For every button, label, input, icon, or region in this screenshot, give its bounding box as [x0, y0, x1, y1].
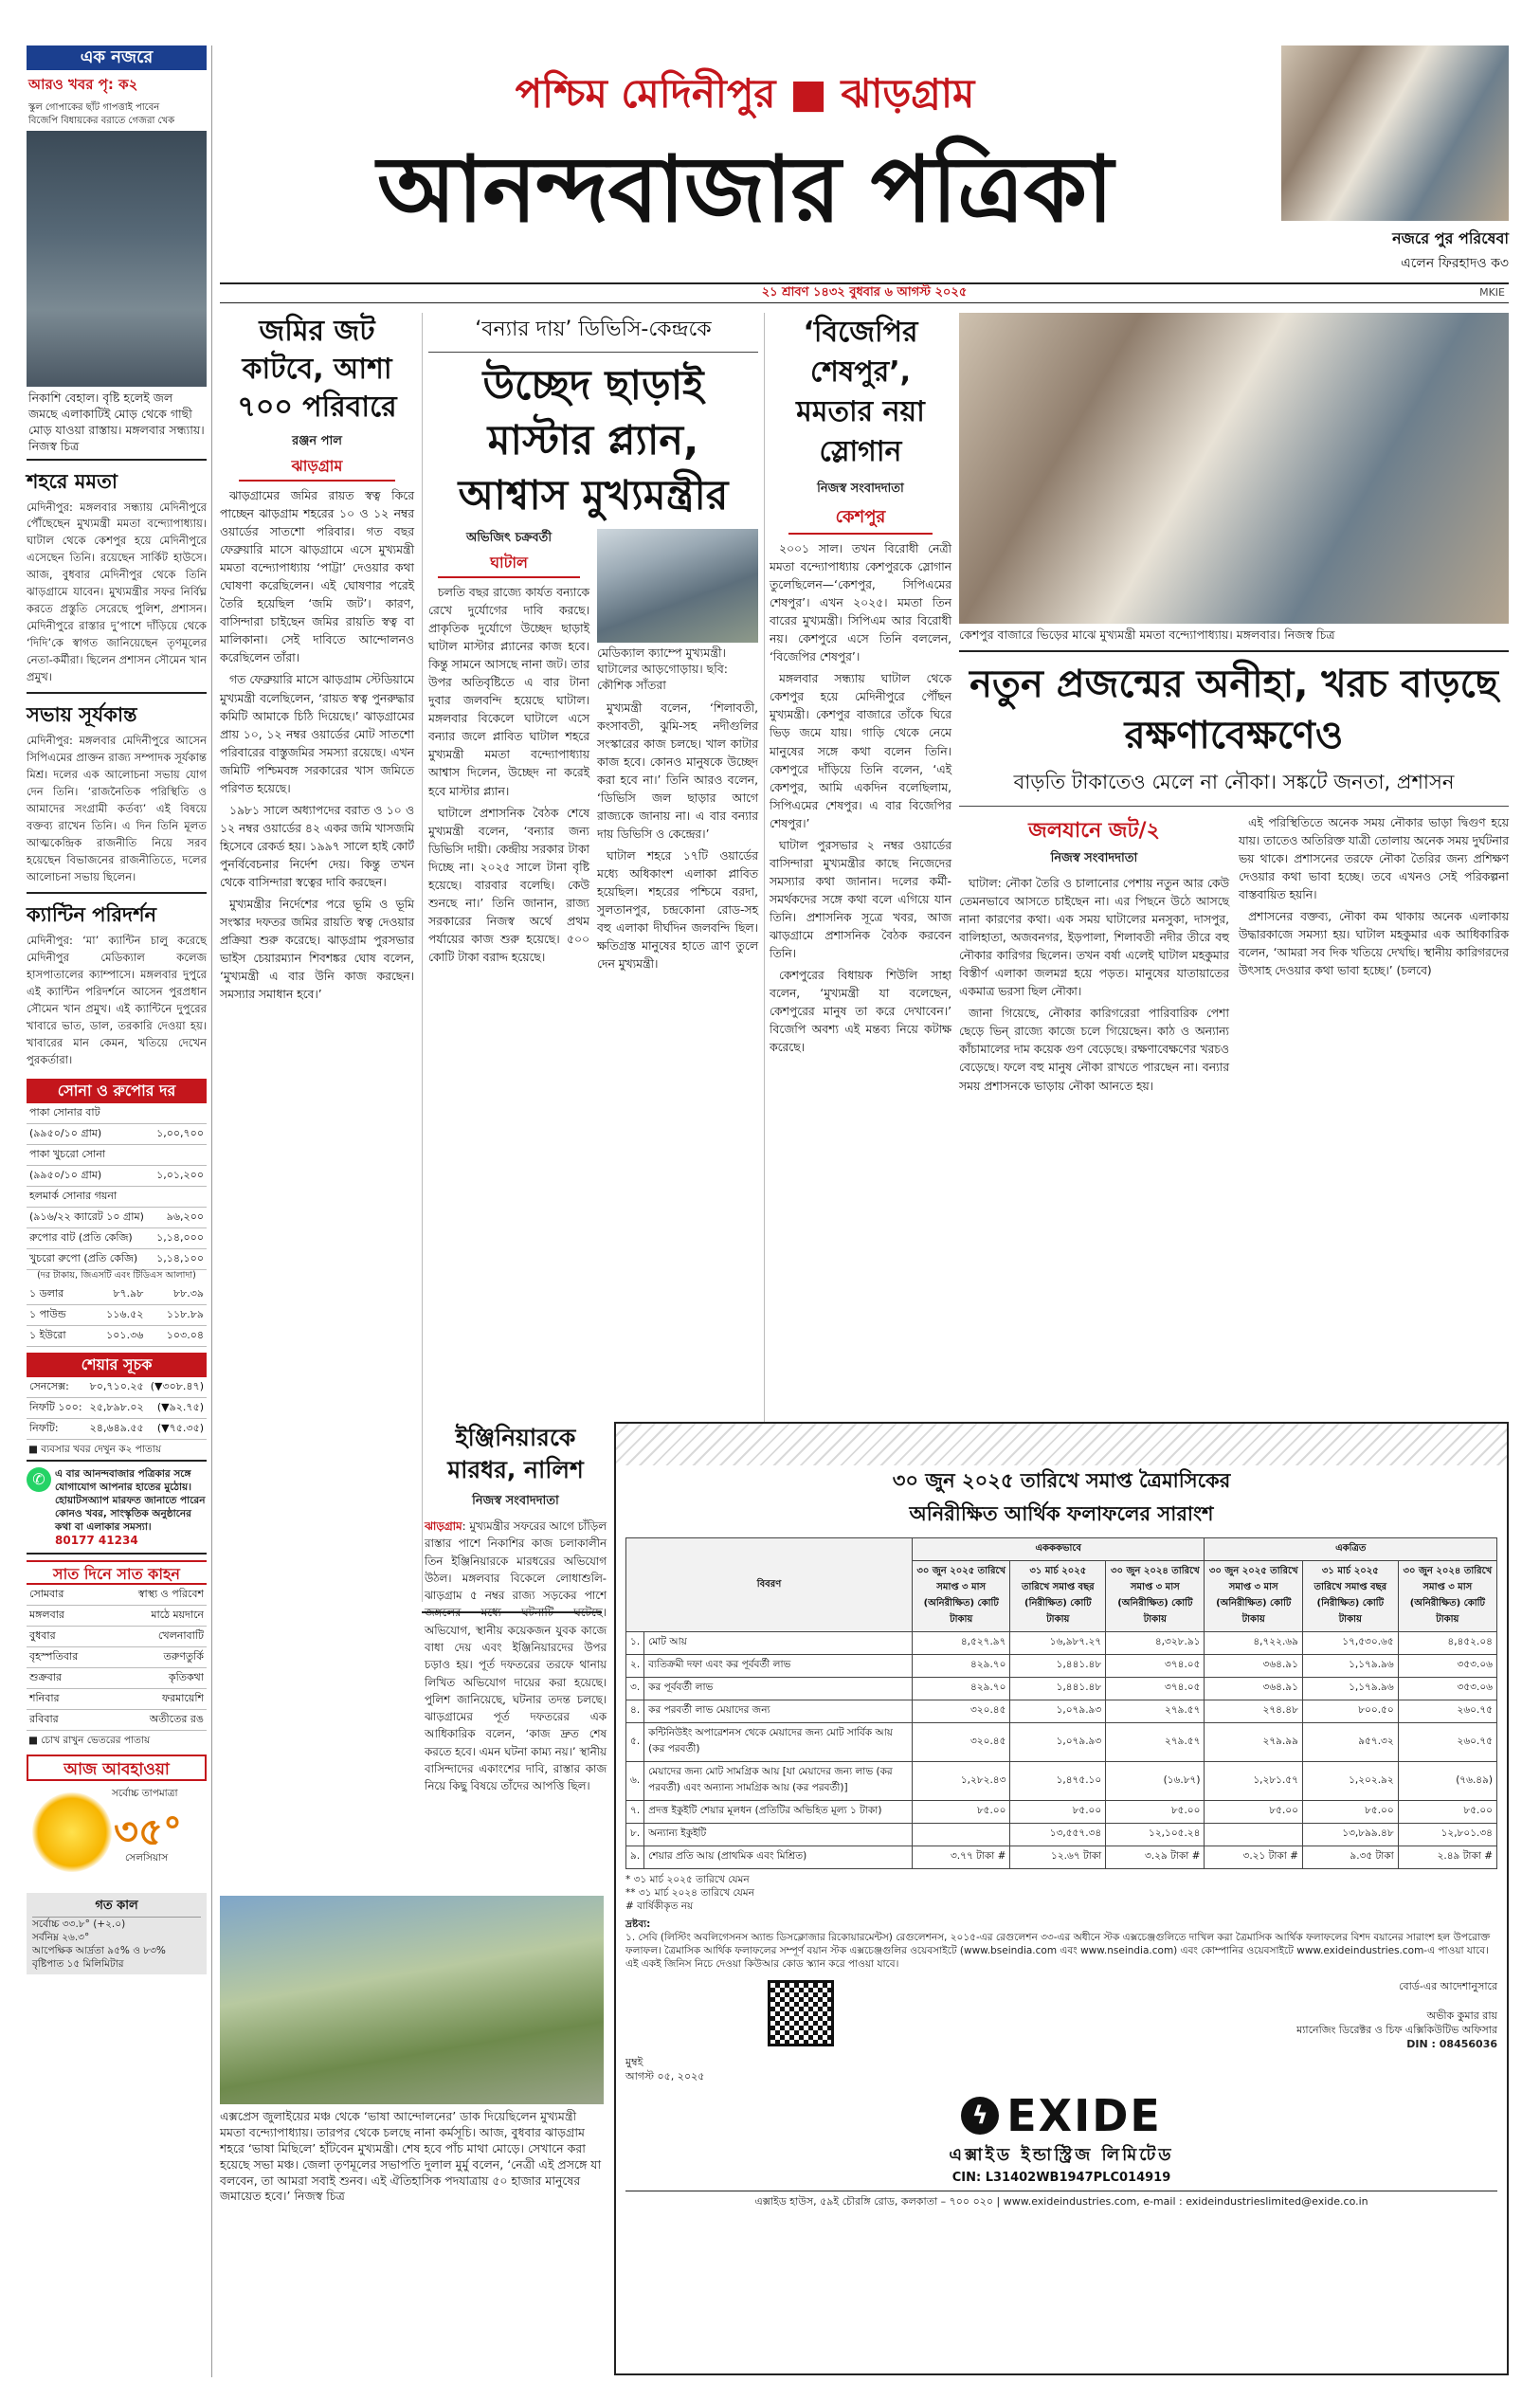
issue-date: ২১ শ্রাবণ ১৪৩২ বুধবার ৬ আগস্ট ২০২৫	[761, 285, 968, 300]
financial-value: ৭.	[626, 1801, 644, 1824]
newspaper-title: আনন্দবাজার পত্রিকা	[377, 136, 1113, 243]
ad-note-head: দ্রষ্টব্য:	[625, 1918, 651, 1930]
financial-value: (৭৬.৪৯)	[1398, 1762, 1496, 1801]
masthead	[220, 45, 1270, 292]
financial-item-label: ব্যতিক্রমী দফা এবং কর পূর্ববর্তী লাভ	[644, 1655, 913, 1678]
period-header: ৩১ মার্চ ২০২৫ তারিখে সমাপ্ত বছর (নিরীক্ষিত) কোটি টাকায়	[1010, 1561, 1106, 1632]
gold-price-row	[27, 1103, 207, 1124]
seven-days-row	[27, 1668, 207, 1689]
currency-row-cell: ৮৮.৩৯	[146, 1284, 207, 1305]
financial-value: ৩৭৪.০৫	[1106, 1678, 1205, 1700]
sidebar-bullet: বিজেপি বিধায়কের বরাতে গেজরা খেক	[28, 115, 175, 126]
yesterday-head: গত কাল	[32, 1897, 201, 1918]
gold-price-row-cell: ৯৬,২০০	[152, 1207, 207, 1227]
story-ghatal	[428, 313, 758, 1607]
gold-price-row-cell: পাকা সোনার বাট	[27, 1103, 152, 1124]
currency-row-cell: ১০৩.০৪	[146, 1326, 207, 1347]
gold-price-row-cell: খুচরো রুপো (প্রতি কেজি)	[27, 1248, 152, 1269]
share-index-row	[27, 1377, 207, 1398]
medical-camp-photo	[597, 529, 758, 643]
financial-value: ৪,৫২৭.৯৭	[912, 1632, 1009, 1655]
share-index-row-cell: (▼৯২.৭৫)	[147, 1398, 207, 1419]
financial-value: ২৭৯.৫৭	[1106, 1700, 1205, 1723]
gold-price-row	[27, 1144, 207, 1165]
col-divider	[422, 313, 423, 1602]
ad-signatory: অভীক কুমার রায়	[1426, 2009, 1497, 2023]
canteen-brief-text: মেদিনীপুর: ‘মা’ ক্যান্টিন চালু করেছে মেদিনীপুর মেডিক্যাল কলেজ হাসপাতালের ক্যাম্পাসে। মঙ্গলবার দুপুরে এই ক্যান্টিন পরিদর্শনে আসেন পুরপ্রধান সৌমেন খান প্রমুখ। এই ক্যান্টিনে দুপুরের খাবারে ভাত, ডাল, তরকারি দেওয়া হয়। খাবারের মান কেমন, খতিয়ে দেখেন পুরকর্তারা।	[27, 933, 207, 1066]
story-boats-byline: নিজস্ব সংবাদদাতা	[1050, 851, 1138, 865]
col-item-header: বিবরণ	[626, 1538, 913, 1632]
share-index-row-cell: ২৪,৬৪৯.৫৫	[86, 1419, 147, 1440]
financial-value	[912, 1824, 1009, 1846]
financial-value: ১,১৭৯.৯৬	[1302, 1678, 1398, 1700]
gold-price-row-cell: হলমার্ক সোনার গয়না	[27, 1186, 152, 1207]
sidebar	[27, 45, 207, 2377]
share-index-header: শেয়ার সূচক	[27, 1353, 207, 1377]
currency-row	[27, 1305, 207, 1326]
financial-item-label: প্রদত্ত ইকুইটি শেয়ার মূলধন (প্রতিটির অভিহিত মূল্য ১ টাকা)	[644, 1801, 913, 1824]
seven-days-row-cell: কৃতিকথা	[104, 1668, 207, 1689]
seven-days-row-cell: স্বাস্থ্য ও পরিবেশ	[104, 1585, 207, 1606]
financial-row	[626, 1655, 1497, 1678]
story-ghatal-headline: উচ্ছেদ ছাড়াই মাস্টার প্ল্যান, আশ্বাস মুখ্যমন্ত্রীর	[458, 362, 729, 519]
story-land-body: ঝাড়গ্রামের জমির রায়ত স্বত্ব কিরে পাচ্ছেন ঝাড়গ্রাম শহরের ১০ ও ১২ নম্বর ওয়ার্ডের সাতশো পরিবার। গত বছর ফেব্রুয়ারি মাসে ঝাড়গ্রামে এসে মুখ্যমন্ত্রী মমতা বন্দ্যোপাধ্যায় ‘পাট্টা’ দেওয়ার কথা ঘোষণা করেছিলেন। এই ঘোষণার পরেই তৈরি হয়েছিল ‘জমি জট’। কারণ, বাসিন্দারা চাইছেন জমির রায়তি স্বত্ব বা মালিকানা। সেই দাবিতে আন্দোলনও করেছিলেন তাঁরা। গত ফেব্রুয়ারি মাসে ঝাড়গ্রাম স্টেডিয়ামে মুখ্যমন্ত্রী বলেছিলেন, ‘রায়ত স্বত্ব পুনরুদ্ধার কমিটি আমাকে চিঠি দিয়েছে।’ ঝাড়গ্রামের প্রায় ১০, ১২ নম্বর ওয়ার্ডের মোট সাতশো পরিবারের বাস্তুজমির সমস্যা রয়েছে। এখন জমিটি পশ্চিমবঙ্গ সরকারের খাস জমিতে পরিণত হয়েছে। ১৯৮১ সালে অধ্যাপদের বরাত ও ১০ ও ১২ নম্বর ওয়ার্ডের ৪২ একর জমি খাসজমি হিসেবে রেকর্ড হয়। ১৯৯৭ সালে হাই কোর্ট পুনর্বিবেচনার নির্দেশ দেয়। কিন্তু তখন থেকে বাসিন্দারা স্বত্বের দাবি করছেন। মুখ্যমন্ত্রীর নির্দেশের পরে ভূমি ও ভূমি সংস্কার দফতর জমির রায়তি স্বত্ব দেওয়ার প্রক্রিয়া শুরু করেছে। ঝাড়গ্রাম পুরসভার ভাইস চেয়ারম্যান শিবশঙ্কর ঘোষ বলেন, ‘মুখ্যমন্ত্রী এ বার উনি কাজ করছেন। সমস্যার সমাধান হবে।’	[220, 489, 414, 1002]
financial-row	[626, 1723, 1497, 1762]
whatsapp-box	[27, 1462, 207, 1555]
mamata-brief-text: মেদিনীপুর: মঙ্গলবার সন্ধ্যায় মেদিনীপুরে পৌঁছেছেন মুখ্যমন্ত্রী মমতা বন্দ্যোপাধ্যায়। ঘাটাল থেকে কেশপুর হয়ে মেদিনীপুরে এসেছেন তিনি। রয়েছেন সার্কিট হাউসে। আজ, বুধবার মেদিনীপুর থেকে তিনি ঝাড়গ্রামে যাবেন। মুখ্যমন্ত্রীর সফর নির্বিঘ্ন করতে প্রস্তুতি সেরেছে পুলিশ, প্রশাসন। মেদিনীপুরে রাস্তার দু’পাশে দাঁড়িয়ে থেকে ‘দিদি’কে স্বাগত জানিয়েছেন তৃণমূলের নেতা-কর্মীরা। ছিলেন প্রশাসন সৌমেন খান প্রমুখ।	[27, 500, 207, 695]
gold-price-row-cell	[152, 1103, 207, 1124]
teaser-photo	[1281, 45, 1509, 221]
yesterday-row: বৃষ্টিপাত ১৫ মিলিমিটার	[32, 1958, 124, 1971]
share-index-row-cell: ২৫,৮৯৮.০২	[86, 1398, 147, 1419]
seven-days-row-cell: খেলনাবাটি	[104, 1627, 207, 1647]
financial-value: ৮৫.০০	[1398, 1801, 1496, 1824]
financial-value: ৩২০.৪৫	[912, 1723, 1009, 1762]
financial-item-label: মেয়াদের জন্য মোট সামগ্রিক আয় [যা মেয়াদের জন্য লাভ (কর পরবর্তী) এবং অন্যান্য সামগ্রিক আয় (কর পরবর্তী)]	[644, 1762, 913, 1801]
financial-value: ৩.৭৭ টাকা #	[912, 1846, 1009, 1869]
exide-logo	[961, 2090, 1162, 2141]
story-keshpur-body: ২০০১ সাল। তখন বিরোধী নেত্রী মমতা বন্দ্যোপাধ্যায় কেশপুরকে স্লোগান তুলেছিলেন—‘কেশপুর, সিপিএমের শেষপুর’। এখন ২০২৫। মমতা তিন বারের মুখ্যমন্ত্রী। সিপিএম আর বিরোধী নয়। কেশপুরে এসে তিনি বললেন, ‘বিজেপির শেষপুর’। মঙ্গলবার সন্ধ্যায় ঘাটাল থেকে কেশপুর হয়ে মেদিনীপুরে পৌঁছন মুখ্যমন্ত্রী। কেশপুর বাজারে তাঁকে ঘিরে ভিড় জমে যায়। গাড়ি থেকে নেমে মানুষের সঙ্গে কথা বলেন তিনি। কেশপুরে দাঁড়িয়ে তিনি বলেন, ‘এই কেশপুর, আমি একদিন বলেছিলাম, সিপিএমের শেষপুর। এ বার বিজেপির শেষপুর।’ ঘাটাল পুরসভার ২ নম্বর ওয়ার্ডের বাসিন্দারা মুখ্যমন্ত্রীর কাছে নিজেদের সমস্যার কথা জানান। দলের কর্মী-সমর্থকদের সঙ্গে কথা বলে এগিয়ে যান তিনি। প্রশাসনিক সূত্রে খবর, আজ ঝাড়গ্রামে প্রশাসনিক বৈঠক করবেন তিনি। কেশপুরের বিধায়ক শিউলি সাহা বলেন, ‘মুখ্যমন্ত্রী যা বলেছেন, কেশপুরের মানুষ তা করে দেখাবেন।’ বিজেপি অবশ্য এই মন্তব্য নিয়ে কটাক্ষ করেছে।	[770, 542, 951, 1055]
period-header: ৩১ মার্চ ২০২৫ তারিখে সমাপ্ত বছর (নিরীক্ষিত) কোটি টাকায়	[1302, 1561, 1398, 1632]
financial-value: ৫.	[626, 1723, 644, 1762]
ad-board: বোর্ড-এর আদেশানুসারে	[1399, 1980, 1497, 1993]
story-land-byline: রঞ্জন পাল	[292, 434, 342, 448]
share-index-row	[27, 1419, 207, 1440]
col-divider	[764, 313, 765, 1602]
whatsapp-text: এ বার আনন্দবাজার পত্রিকার সঙ্গে যোগাযোগ আপনার হাতের মুঠোয়। হোয়াটসঅ্যাপ মারফত জানাতে পারেন কোনও খবর, সাংস্কৃতিক অনুষ্ঠানের কথা বা এলাকার সমস্যা।	[55, 1467, 206, 1534]
story-ghatal-kicker: ‘বন্যার দায়’ ডিভিসি-কেন্দ্রকে	[428, 313, 758, 353]
exide-bolt-icon: ϟ	[961, 2097, 999, 2135]
gold-price-row	[27, 1186, 207, 1207]
gold-price-row-cell	[152, 1144, 207, 1165]
financial-value: ৩.	[626, 1678, 644, 1700]
financial-value: ১,৪৭৫.১০	[1010, 1762, 1106, 1801]
exide-brand: EXIDE	[1006, 2089, 1162, 2141]
flood-photo-caption: নিকাশি বেহাল। বৃষ্টি হলেই জল জমছে এলাকাটিই মোড় থেকে গাছী মোড় যাওয়া রাস্তায়। মঙ্গলবার সন্ধ্যায়। নিজস্ব চিত্র	[27, 387, 207, 461]
ad-note-line: ** ৩১ মার্চ ২০২৪ তারিখে যেমন	[625, 1887, 754, 1900]
ad-note-line: * ৩১ মার্চ ২০২৫ তারিখে যেমন	[625, 1874, 750, 1885]
financial-value: ১২,১০৫.২৪	[1106, 1824, 1205, 1846]
ad-designation: ম্যানেজিং ডিরেক্টর ও চিফ এক্সিকিউটিভ অফিসার	[1296, 2023, 1497, 2036]
ad-title-1: ৩০ জুন ২০২৫ তারিখে সমাপ্ত ত্রৈমাসিকের	[892, 1469, 1231, 1492]
financial-item-label: কর পরবর্তী লাভ মেয়াদের জন্য	[644, 1700, 913, 1723]
seven-days-row	[27, 1647, 207, 1668]
yesterday-box	[27, 1893, 207, 1975]
seven-days-row	[27, 1689, 207, 1710]
gold-price-row-cell: ১,১৪,০০০	[152, 1227, 207, 1248]
gold-price-row-cell: (৯৯৫০/১০ গ্রাম)	[27, 1165, 152, 1186]
seven-days-header: সাত দিনে সাত কাহন	[27, 1560, 207, 1585]
financial-value: ১,১৭৯.৯৬	[1302, 1655, 1398, 1678]
exide-footer[interactable]: এক্সাইড হাউস, ৫৯ই চৌরঙ্গি রোড, কলকাতা – ৭০০ ০২০ | www.exideindustries.com, e-mail : exideindustrieslimited@exide.co.in	[625, 2191, 1497, 2209]
teaser-sub: এলেন ফিরহাদও ক৩	[1401, 256, 1509, 271]
sabha-brief-head: সভায় সূর্যকান্ত	[27, 703, 137, 727]
gold-price-row-cell: ১,০১,২০০	[152, 1165, 207, 1186]
seven-days-row	[27, 1710, 207, 1731]
share-index-row-cell: (▼৭৫.৩৫)	[147, 1419, 207, 1440]
story-ghatal-body-a: চলতি বছর রাজ্যে কার্যত বন্যাকে রেখে দুর্যোগের দাবি করছে। প্রাকৃতিক দুর্যোগে উচ্ছেদ ছাড়াই ঘাটাল মাস্টার প্ল্যানের কাজ হবে। কিন্তু সামনে আসছে নানা জট। তার উপর অতিবৃষ্টিতে এ বার টানা দুবার জলবন্দি হয়েছে ঘাটাল। মঙ্গলবার বিকেলে ঘাটালে এসে বন্যার জলে প্লাবিত ঘাটাল শহরে মুখ্যমন্ত্রী মমতা বন্দ্যোপাধ্যায় আশ্বাস দিলেন, উচ্ছেদ না করেই হবে মাস্টার প্ল্যান। ঘাটালে প্রশাসনিক বৈঠক শেষে মুখ্যমন্ত্রী বলেন, ‘বন্যার জন্য ডিভিসি দায়ী। কেন্দ্রীয় সরকার টাকা দিচ্ছে না। ২০২৫ সালে টানা বৃষ্টি হয়েছে। বারবার বলেছি। কেউ শুনছে না।’ তিনি জানান, রাজ্য সরকারের নিজস্ব অর্থে প্রথম পর্যায়ের কাজ শুরু হয়েছে। ৫০০ কোটি টাকা বরাদ্দ হয়েছে।	[428, 586, 589, 964]
financial-value: ৮৫.০০	[912, 1801, 1009, 1824]
financial-value: ১,২০২.৯২	[1302, 1762, 1398, 1801]
story-ghatal-body-b: মুখ্যমন্ত্রী বলেন, ‘শিলাবতী, কংসাবতী, ঝুমি-সহ নদীগুলির সংস্কারের কাজ চলছে। খাল কাটার কাজ হবে। কোনও মানুষকে উচ্ছেদ করা হবে না।’ তিনি আরও বলেন, ‘ডিভিসি জল ছাড়ার আগে রাজ্যকে জানায় না। এ বার বন্যার দায় ডিভিসি ও কেন্দ্রের।’ ঘাটাল শহরে ১৭টি ওয়ার্ডের মধ্যে অধিকাংশ এলাকা প্লাবিত হয়েছিল। শহরের পশ্চিমে বরদা, সুলতানপুর, চন্দ্রকোনা রোড-সহ বহু এলাকা দীর্ঘদিন জলবন্দি ছিল। ক্ষতিগ্রস্ত মানুষের হাতে ত্রাণ তুলে দেন মুখ্যমন্ত্রী।	[597, 700, 758, 972]
ek-najare-header: এক নজরে	[27, 45, 207, 70]
mamata-brief-head: শহরে মমতা	[27, 469, 118, 493]
edition-name: পশ্চিম মেদিনীপুর ■ ঝাড়গ্রাম	[515, 70, 975, 117]
gold-price-row-cell: (৯১৬/২২ ক্যারেট ১০ গ্রাম)	[27, 1207, 152, 1227]
gold-price-header: সোনা ও রুপোর দর	[27, 1079, 207, 1103]
weather-header: আজ আবহাওয়া	[27, 1755, 207, 1781]
financial-item-label: মোট আয়	[644, 1632, 913, 1655]
story-boats-kicker: জলযানে জট/২	[1028, 819, 1160, 843]
whatsapp-number[interactable]: 80177 41234	[55, 1534, 138, 1548]
share-index-row-cell: ৮০,৭১০.২৫	[86, 1377, 147, 1398]
currency-row-cell: ১ ইউরো	[27, 1326, 86, 1347]
financial-value: ৩৭৪.০৫	[1106, 1655, 1205, 1678]
weather-box	[27, 1781, 207, 1893]
financial-value: ৩৬৪.৯১	[1205, 1655, 1302, 1678]
ad-note-line: # বার্ষিকীকৃত নয়	[625, 1900, 694, 1913]
financial-value: ১৩,৮৯৯.৪৮	[1302, 1824, 1398, 1846]
currency-row	[27, 1326, 207, 1347]
financial-value: ৩.২৯ টাকা #	[1106, 1846, 1205, 1869]
financial-value: ৯.৩৫ টাকা	[1302, 1846, 1398, 1869]
financial-value: ২৬০.৭৫	[1398, 1700, 1496, 1723]
financial-results-table	[625, 1537, 1497, 1869]
financial-value: ২৭৯.৯৯	[1205, 1723, 1302, 1762]
financial-item-label: কন্টিনিউইং অপারেশনস থেকে মেয়াদের জন্য মোট সার্বিক আয় (কর পরবর্তী)	[644, 1723, 913, 1762]
financial-row	[626, 1632, 1497, 1655]
financial-value: ১,২৮২.৪৩	[912, 1762, 1009, 1801]
financial-value: ১৩,৫৫৭.৩৪	[1010, 1824, 1106, 1846]
share-index-table	[27, 1377, 207, 1440]
canteen-brief-head: ক্যান্টিন পরিদর্শন	[27, 902, 157, 926]
financial-value: ৯.	[626, 1846, 644, 1869]
financial-value: ৮৫.০০	[1205, 1801, 1302, 1824]
financial-value: ১২,৮০১.৩৪	[1398, 1824, 1496, 1846]
financial-item-label: শেয়ার প্রতি আয় (প্রাথমিক এবং মিশ্রিত)	[644, 1846, 913, 1869]
seven-days-note: ■ চোখ রাখুন ভেতরের পাতায়	[28, 1735, 151, 1747]
financial-value: ৪,৩২৮.৯১	[1106, 1632, 1205, 1655]
gold-price-row-cell	[152, 1186, 207, 1207]
financial-value: ১.	[626, 1632, 644, 1655]
share-index-row-cell: নিফ‌টি ১০০:	[27, 1398, 86, 1419]
share-index-row-cell: সেনসেক্স:	[27, 1377, 86, 1398]
gold-price-row-cell: রুপোর বাট (প্রতি কেজি)	[27, 1227, 152, 1248]
yesterday-row: আপেক্ষিক আর্দ্রতা ৯৫% ও ৮৩%	[32, 1944, 166, 1956]
share-note[interactable]: ■ ব্যবসার খবর দেখুন ক২ পাতায়	[27, 1440, 207, 1461]
teaser-caption: নজরে পুর পরিষেবা	[1392, 229, 1509, 247]
financial-value: ২.৪৯ টাকা #	[1398, 1846, 1496, 1869]
exide-company: এক্সাইড ইন্ডাস্ট্রিজ লিমিটেড	[949, 2144, 1174, 2165]
story-ghatal-byline: অভিজিৎ চক্রবর্তী	[465, 531, 553, 545]
weather-label: সর্বোচ্চ তাপমাত্রা	[112, 1787, 178, 1799]
financial-value: ২.	[626, 1655, 644, 1678]
story-engineer-byline: নিজস্ব সংবাদদাতা	[472, 1494, 559, 1508]
period-header: ৩০ জুন ২০২৫ তারিখে সমাপ্ত ৩ মাস (অনিরীক্ষিত) কোটি টাকায়	[1205, 1561, 1302, 1632]
seven-days-table	[27, 1585, 207, 1731]
keshpur-rally-caption: কেশপুর বাজারে ভিড়ের মাঝে মুখ্যমন্ত্রী মমতা বন্দ্যোপাধ্যায়। মঙ্গলবার। নিজস্ব চিত্র	[959, 627, 1335, 642]
financial-value: ৪,৪৫২.০৪	[1398, 1632, 1496, 1655]
seven-days-row-cell: শুক্রবার	[27, 1668, 104, 1689]
currency-row-cell: ১১৬.৫২	[86, 1305, 147, 1326]
more-news-link[interactable]: আরও খবর পৃ: ক২	[28, 76, 138, 93]
seven-days-row-cell: রবিবার	[27, 1710, 104, 1731]
sidebar-bullet: স্কুল গোপাকের ছাঁট গাপত্তাই পাবেন	[28, 102, 160, 113]
financial-item-label: অন্যান্য ইকুইটি	[644, 1824, 913, 1846]
gold-price-note: (দর টাকায়, জিএসটি এবং টিডিএস আলাদা)	[37, 1269, 196, 1281]
gold-price-row	[27, 1227, 207, 1248]
ad-place: মুম্বই	[625, 2056, 643, 2069]
seven-days-row	[27, 1606, 207, 1627]
ad-date: আগস্ট ০৫, ২০২৫	[625, 2070, 705, 2083]
financial-value: ২৬০.৭৫	[1398, 1723, 1496, 1762]
seven-days-row-cell: শনিবার	[27, 1689, 104, 1710]
currency-table	[27, 1284, 207, 1347]
financial-value: ৯৫৭.৩২	[1302, 1723, 1398, 1762]
financial-value: ৩২০.৪৫	[912, 1700, 1009, 1723]
seven-days-row-cell: তরুণতুর্কি	[104, 1647, 207, 1668]
gold-price-row-cell: ১,১৪,১০০	[152, 1248, 207, 1269]
financial-value: ৮.	[626, 1824, 644, 1846]
gold-price-row-cell: (৯৯৫০/১০ গ্রাম)	[27, 1123, 152, 1144]
ad-note-body: ১. সেবি (লিস্টিং অবলিগেসনস অ্যান্ড ডিসক্লোজার রিকোয়ারমেন্টস) রেগুলেশনস, ২০১৫-এর রেগুলেশন ৩৩-এর অধীনে স্টক এক্সচেঞ্জগুলিতে দাখিল করা ত্রৈমাসিক আর্থিক ফলাফলের বিশদ বয়ানের সারাংশ হল উপরোক্ত ফলাফল। ত্রৈমাসিক আর্থিক ফলাফলের সম্পূর্ণ বয়ান স্টক এক্সচেঞ্জগুলির ওয়েবসাইটে (www.bseindia.com এবং www.nseindia.com) এবং কোম্পানির ওয়েবসাইটে www.exideindustries.com-এ পাওয়া যাবে। এই একই জিনিস নিচে দেওয়া কিউআর কোড স্ক্যান করে পাওয়া যাবে।	[625, 1931, 1491, 1971]
weather-unit: সেলসিয়াস	[125, 1851, 169, 1864]
financial-value: ৮৫.০০	[1302, 1801, 1398, 1824]
gold-price-table	[27, 1103, 207, 1270]
seven-days-row-cell: ফরমায়েশি	[104, 1689, 207, 1710]
financial-value: ৬.	[626, 1762, 644, 1801]
financial-value: ৩৫৩.০৬	[1398, 1655, 1496, 1678]
story-keshpur	[770, 313, 951, 1055]
financial-value	[1205, 1824, 1302, 1846]
financial-value: ১,৪৪১.৪৮	[1010, 1678, 1106, 1700]
sabha-brief-text: মেদিনীপুর: মঙ্গলবার মেদিনীপুরে আসেন সিপিএমের প্রাক্তন রাজ্য সম্পাদক সূর্যকান্ত মিশ্র। দলের এক আলোচনা সভায় যোগ দেন তিনি। ‘রাজনৈতিক পরিস্থিতি ও আমাদের সংগ্রামী কর্তব্য’ এই বিষয়ে বক্তব্য রাখেন তিনি। এ দিন তিনি মূলত আত্মকেন্দ্রিক রাজনীতি নিয়ে সরব হয়েছেন বিভাজনের রাজনীতিতে, দলের আলোচনা সভায় ছিলেন।	[27, 733, 207, 894]
seven-days-row-cell: সোমবার	[27, 1585, 104, 1606]
currency-row-cell: ১১৮.৮৯	[146, 1305, 207, 1326]
exide-cin: CIN: L31402WB1947PLC014919	[951, 2170, 1171, 2185]
financial-value: ৮০০.৫০	[1302, 1700, 1398, 1723]
ad-din: DIN : 08456036	[1406, 2037, 1497, 2050]
gold-price-row	[27, 1123, 207, 1144]
share-index-row-cell: নিফ‌টি:	[27, 1419, 86, 1440]
currency-row-cell: ১ পাউন্ড	[27, 1305, 86, 1326]
weather-temp: ৩৫°	[114, 1809, 182, 1854]
financial-value: ৪২৯.৭০	[912, 1655, 1009, 1678]
story-keshpur-headline: ‘বিজেপির শেষপুর’, মমতার নয়া স্লোগান	[796, 316, 925, 468]
medical-camp-caption: মেডিক্যাল ক্যাম্পে মুখ্যমন্ত্রী। ঘাটালের আড়গোড়ায়। ছবি: কৌশিক সাঁতরা	[597, 646, 728, 692]
story-land-headline: জমির জট কাটবে, আশা ৭০০ পরিবারে	[237, 315, 397, 424]
qr-code[interactable]	[768, 1980, 834, 2046]
story-engineer-headline: ইঞ্জিনিয়ারকে মারধর, নালিশ	[447, 1424, 584, 1483]
share-index-row-cell: (▼৩০৮.৪৭)	[147, 1377, 207, 1398]
financial-value: ৪২৯.৭০	[912, 1678, 1009, 1700]
dateline-bar	[220, 282, 1509, 303]
story-land-dateline: ঝাড়গ্রাম	[239, 454, 395, 482]
consolidated-header: একত্রিত	[1205, 1538, 1497, 1561]
financial-value: ৩৬৪.৯১	[1205, 1678, 1302, 1700]
currency-row-cell: ১০১.৩৬	[86, 1326, 147, 1347]
financial-value: ১,২৮১.৫৭	[1205, 1762, 1302, 1801]
period-header: ৩০ জুন ২০২৪ তারিখে সমাপ্ত ৩ মাস (অনিরীক্ষিত) কোটি টাকায়	[1398, 1561, 1496, 1632]
story-boats-body-b: এই পরিস্থিতিতে অনেক সময় নৌকার ভাড়া দ্বিগুণ হয়ে যায়। তাতেও অতিরিক্ত যাত্রী তোলায় অনেক সময় দুর্ঘটনার ভয় থাকে। প্রশাসনের তরফে নৌকা তৈরির জন্য প্রশিক্ষণ দেওয়ার কথা ভাবা হচ্ছে। তবে এখনও সেই পরিকল্পনা বাস্তবায়িত হয়নি। প্রশাসনের বক্তব্য, নৌকা কম থাকায় অনেক এলাকায় উদ্ধারকাজে সমস্যা হয়। ঘাটাল মহকুমার এক আধিকারিক বলেন, ‘আমরা সব দিক খতিয়ে দেখছি। স্থানীয় কারিগরদের উৎসাহ দেওয়ার কথা ভাবা হচ্ছে।’ (চলবে)	[1239, 816, 1509, 978]
exide-advertisement	[614, 1422, 1509, 2375]
financial-value: ১,০৭৯.৯৩	[1010, 1700, 1106, 1723]
story-land	[220, 313, 414, 1607]
gold-price-row-cell: ১,০০,৭০০	[152, 1123, 207, 1144]
period-header: ৩০ জুন ২০২৫ তারিখে সমাপ্ত ৩ মাস (অনিরীক্ষিত) কোটি টাকায়	[912, 1561, 1009, 1632]
gold-price-row	[27, 1248, 207, 1269]
financial-value: ১২.৬৭ টাকা	[1010, 1846, 1106, 1869]
financial-row	[626, 1824, 1497, 1846]
financial-item-label: কর পূর্ববর্তী লাভ	[644, 1678, 913, 1700]
share-index-row	[27, 1398, 207, 1419]
financial-value: ২৭৯.৫৭	[1106, 1723, 1205, 1762]
story-ghatal-dateline: ঘাটাল	[438, 551, 580, 578]
story-keshpur-byline: নিজস্ব সংবাদদাতা	[817, 482, 904, 496]
financial-row	[626, 1678, 1497, 1700]
financial-value: ১৭,৫৩০.৬৫	[1302, 1632, 1398, 1655]
financial-row	[626, 1846, 1497, 1869]
story-keshpur-dateline: কেশপুর	[788, 503, 933, 535]
seven-days-row	[27, 1627, 207, 1647]
story-engineer-body: ঝাড়গ্রাম: মুখ্যমন্ত্রীর সফরের আগে চাঁড়িল রাস্তার পাশে নিকাশির কাজ চলাকালীন তিন ইঞ্জিনিয়ারকে মারধরের অভিযোগ উঠল। মঙ্গলবার বিকেলে লোধাশুলি-ঝাড়গ্রাম ৫ নম্বর রাজ্য সড়কের পাশে জঙ্গলের মধ্যে ঘটনাটি ঘটেছে। অভিযোগ, স্থানীয় কয়েকজন যুবক কাজে বাধা দেয় এবং ইঞ্জিনিয়ারদের উপর চড়াও হয়। পূর্ত দফতরের তরফে থানায় লিখিত অভিযোগ দায়ের করা হয়েছে। পুলিশ জানিয়েছে, ঘটনার তদন্ত চলছে। ঝাড়গ্রামের পূর্ত দফতরের এক আধিকারিক বলেন, ‘কাজ দ্রুত শেষ করতে হবে। এমন ঘটনা কাম্য নয়।’ স্থানীয় বাসিন্দাদের একাংশের দাবি, রাস্তার কাজ নিয়ে কিছু বিষয়ে তাঁদের আপত্তি ছিল।	[425, 1519, 607, 1793]
financial-value: ৪.	[626, 1700, 644, 1723]
financial-value: ২৭৪.৪৮	[1205, 1700, 1302, 1723]
ad-title-2: অনিরীক্ষিত আর্থিক ফলাফলের সারাংশ	[909, 1502, 1214, 1525]
flooded-street-photo	[27, 131, 207, 387]
currency-row	[27, 1284, 207, 1305]
financial-row	[626, 1762, 1497, 1801]
financial-value: ৩৫৩.০৬	[1398, 1678, 1496, 1700]
gold-price-row	[27, 1207, 207, 1227]
financial-row	[626, 1801, 1497, 1824]
financial-value: ৮৫.০০	[1106, 1801, 1205, 1824]
financial-value: ৮৫.০০	[1010, 1801, 1106, 1824]
sun-icon	[32, 1792, 112, 1872]
story-engineer	[425, 1422, 607, 1886]
financial-value: (১৬.৮৭)	[1106, 1762, 1205, 1801]
teaser[interactable]	[1281, 45, 1509, 278]
section-rule	[959, 650, 1509, 652]
e-rickshaw-caption: এক্সপ্রেস জুলাইয়ের মঞ্চ থেকে ‘ভাষা আন্দোলনের’ ডাক দিয়েছিলেন মুখ্যমন্ত্রী মমতা বন্দ্যোপাধ্যায়। তারপর থেকে চলছে নানা কর্মসূচি। আজ, বুধবার ঝাড়গ্রাম শহরে ‘ভাষা মিছিলে’ হাঁটবেন মুখ্যমন্ত্রী। শেষ হবে পাঁচ মাথা মোড়ে। সেখানে করা হয়েছে সভা মঞ্চ। জেলা তৃণমূলের সভাপতি দুলাল মুর্মু বলেন, ‘নেত্রী এই প্রসঙ্গে যা বলবেন, তা আমরা সবাই শুনব। এই ঐতিহাসিক পদযাত্রায় ৫০ হাজার মানুষের জমায়েত হবে।’ নিজস্ব চিত্র	[220, 2109, 602, 2204]
financial-value: ১,০৭৯.৯৩	[1010, 1723, 1106, 1762]
seven-days-row-cell: বৃহস্পতিবার	[27, 1647, 104, 1668]
period-header: ৩০ জুন ২০২৪ তারিখে সমাপ্ত ৩ মাস (অনিরীক্ষিত) কোটি টাকায়	[1106, 1561, 1205, 1632]
yesterday-row: সর্বনিম্ন ২৬.৩°	[32, 1931, 90, 1943]
edition-code: MKIE	[1479, 286, 1505, 299]
financial-row	[626, 1700, 1497, 1723]
ad-stripes	[616, 1424, 1507, 1465]
ad-notes	[625, 1873, 1497, 1914]
e-rickshaw-photo	[220, 1896, 604, 2104]
gold-price-row	[27, 1165, 207, 1186]
seven-days-row-cell: অতীতের রঙ	[104, 1710, 207, 1731]
gold-price-row-cell: পাকা খুচরো সোনা	[27, 1144, 152, 1165]
financial-value: ৪,৭২২.৬৯	[1205, 1632, 1302, 1655]
currency-row-cell: ৮৭.৯৮	[86, 1284, 147, 1305]
seven-days-row	[27, 1585, 207, 1606]
yesterday-row: সর্বোচ্চ ৩৩.৮° (+২.০)	[32, 1918, 126, 1930]
financial-value: ১৬,৯৮৭.২৭	[1010, 1632, 1106, 1655]
seven-days-row-cell: বুধবার	[27, 1627, 104, 1647]
currency-row-cell: ১ ডলার	[27, 1284, 86, 1305]
story-boats-headline: নতুন প্রজন্মের অনীহা, খরচ বাড়ছে রক্ষণাবেক্ষণেও	[969, 663, 1498, 757]
standalone-header: একককভাবে	[912, 1538, 1205, 1561]
seven-days-row-cell: মঙ্গলবার	[27, 1606, 104, 1627]
keshpur-rally-photo	[959, 313, 1509, 624]
story-boats-sub: বাড়তি টাকাতেও মেলে না নৌকা। সঙ্কটে জনতা, প্রশাসন	[959, 767, 1509, 807]
sidebar-divider	[211, 45, 212, 2377]
financial-value: ৩.২১ টাকা #	[1205, 1846, 1302, 1869]
story-boats-body-a: ঘাটাল: নৌকা তৈরি ও চালানোর পেশায় নতুন আর কেউ তেমনভাবে আসতে চাইছেন না। এর পিছনে উঠে আসছে নানা কারণের কথা। এক সময় ঘাটালের মনসুকা, দাসপুর, বালিহাতা, অজবনগর, ইড়পালা, শিলাবতী নদীর তীরে বহু নৌকার কারিগর ছিলেন। তখন বর্ষা এলেই ঘাটাল মহকুমার বিস্তীর্ণ এলাকা জলমগ্ন হয়ে পড়ত। মানুষের যাতায়াতের একমাত্র ভরসা ছিল নৌকা। জানা গিয়েছে, নৌকার কারিগরেরা পারিবারিক পেশা ছেড়ে ভিন্ রাজ্যে কাজে চলে গিয়েছেন। কাঠ ও অন্যান্য কাঁচামালের দাম কয়েক গুণ বেড়েছে। রক্ষণাবেক্ষণের খরচও বেড়েছে। ফলে বহু মানুষ নৌকা রাখতে পারছেন না। বন্যার সময় প্রশাসনকে ভাড়ায় নৌকা আনতে হয়।	[959, 877, 1229, 1093]
whatsapp-icon: ✆	[27, 1467, 51, 1492]
seven-days-row-cell: মাঠে ময়দানে	[104, 1606, 207, 1627]
financial-value: ১,৪৪১.৪৮	[1010, 1655, 1106, 1678]
